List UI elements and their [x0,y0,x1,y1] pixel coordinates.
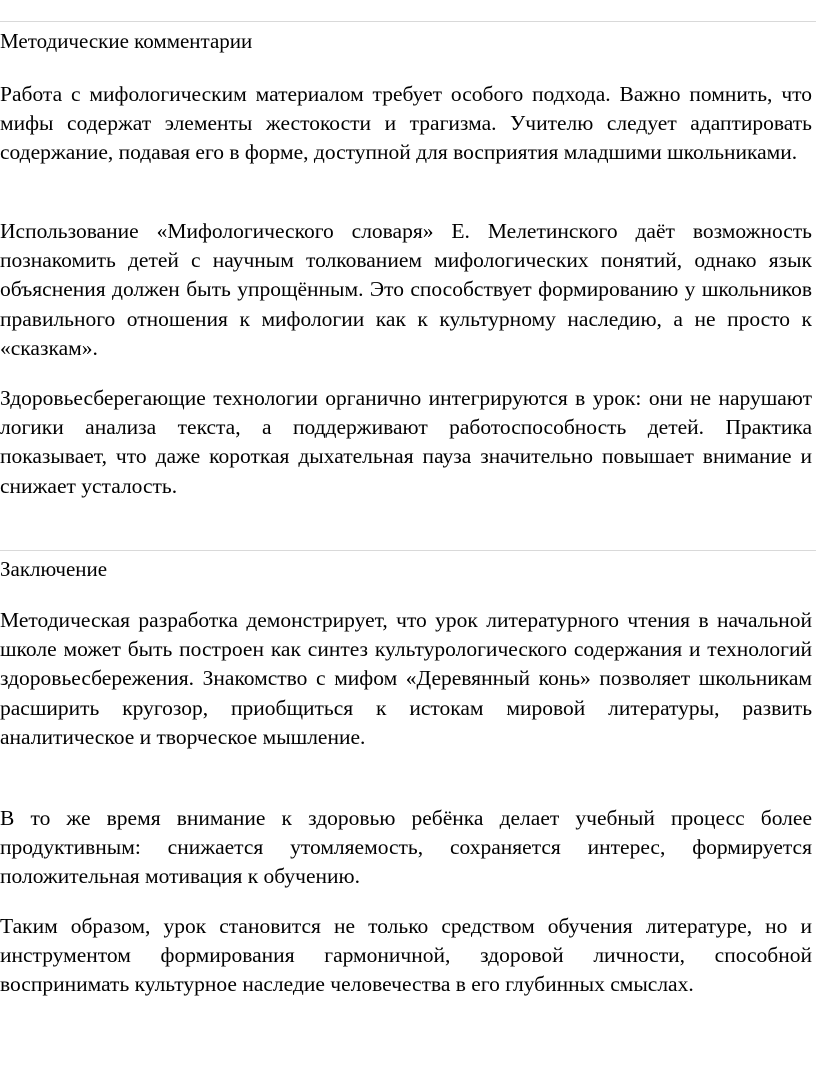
section-heading-conclusion: Заключение [0,557,108,581]
paragraph-final-conclusion: Таким образом, урок становится не только средством обучения литературе, но и инструментом формирования гармоничной, здоровой личности, способной воспринимать культурное наследие человечества в его глубинных смыслах. [0,914,812,997]
paragraph-meletinsky-dictionary: Использование «Мифологического словаря» Е. Мелетинского даёт возможность познакомить детей с научным толкованием мифологических понятий, однако язык объяснения должен быть упрощённым. Это способствует формированию у школьников правильного отношения к мифологии как к культурному наследию, а не просто к «сказкам». [0,219,812,360]
paragraph-methodical-development: Методическая разработка демонстрирует, что урок литературного чтения в начальной школе может быть построен как синтез культурологического содержания и технологий здоровьесбережения. Знакомство с мифом «Деревянный конь» позволяет школьникам расширить кругозор, приобщиться к истокам мировой литературы, развить аналитическое и творческое мышление. [0,608,812,749]
paragraph-health-technologies: Здоровьесберегающие технологии органично интегрируются в урок: они не нарушают логики анализа текста, а поддерживают работоспособность детей. Практика показывает, что даже короткая дыхательная пауза значительно повышает внимание и снижает усталость. [0,386,812,498]
section-heading-methodical: Методические комментарии [0,29,253,53]
paragraph-mythological-material: Работа с мифологическим материалом требует особого подхода. Важно помнить, что мифы содержат элементы жестокости и трагизма. Учителю следует адаптировать содержание, подавая его в форме, доступной для восприятия младшими школьниками. [0,82,812,165]
section-divider-methodical [0,21,816,22]
section-divider-conclusion [0,550,816,551]
paragraph-child-health: В то же время внимание к здоровью ребёнка делает учебный процесс более продуктивным: снижается утомляемость, сохраняется интерес, формируется положительная мотивация к обучению. [0,806,812,889]
